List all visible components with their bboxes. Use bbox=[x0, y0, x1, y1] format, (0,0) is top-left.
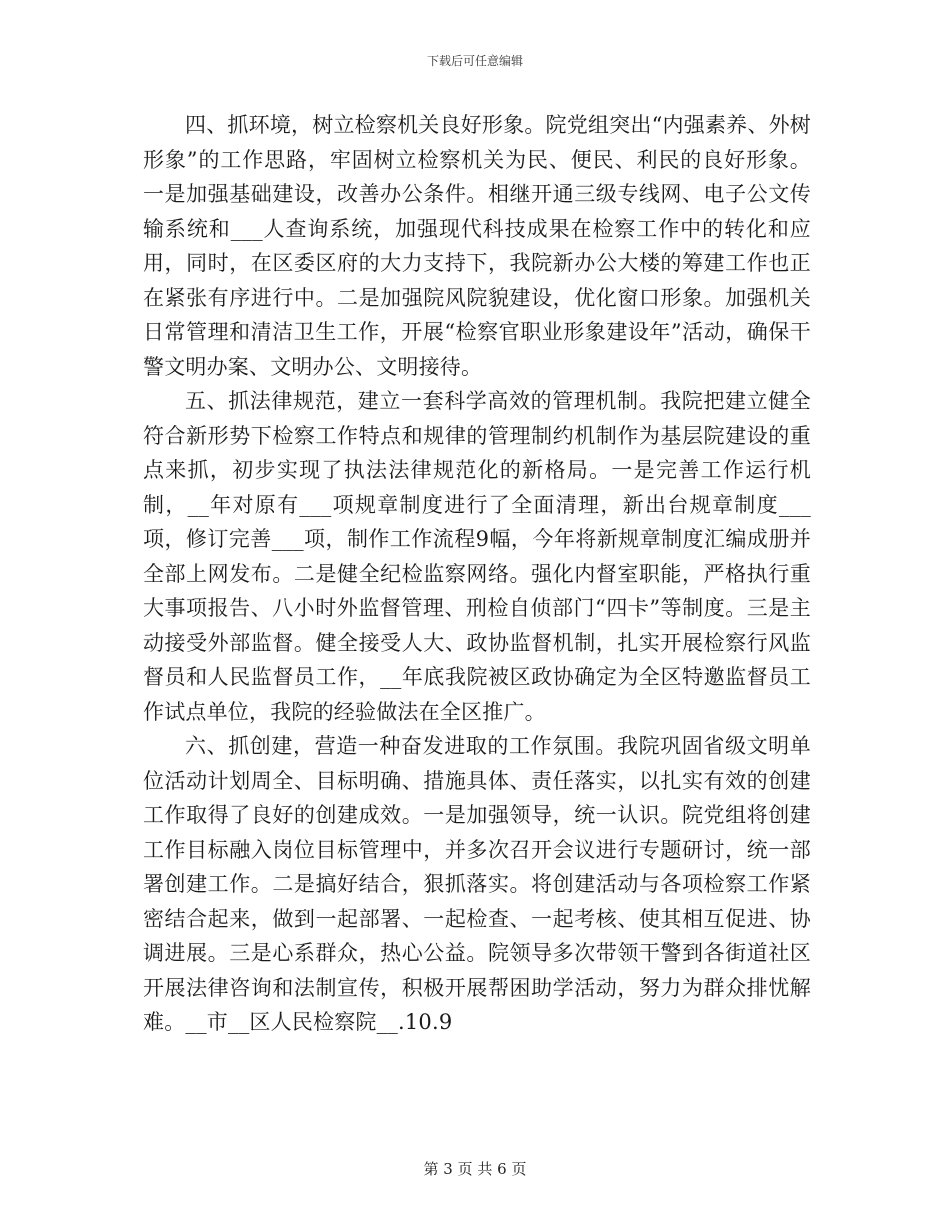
paragraph-creation: 六、抓创建，营造一种奋发进取的工作氛围。我院巩固省级文明单位活动计划周全、目标明确、措施具体、责任落实，以扎实有效的创建工作取得了良好的创建成效。一是加强领导，统一认识。院党组将创建工作目标融入岗位目标管理中，并多次召开会议进行专题研讨，统一部署创建工作。二是搞好结合，狠抓落实。将创建活动与各项检察工作紧密结合起来，做到一起部署、一起检查、一起考核、使其相互促进、协调进展。三是心系群众，热心公益。院领导多次带领干警到各街道社区开展法律咨询和法制宣传，积极开展帮困助学活动，努力为群众排忧解难。__市__区人民检察院__.10.9 bbox=[143, 734, 811, 1034]
paragraph-legal-norms: 五、抓法律规范，建立一套科学高效的管理机制。我院把建立健全符合新形势下检察工作特点和规律的管理制约机制作为基层院建设的重点来抓，初步实现了执法法律规范化的新格局。一是完善工作运行机制，__年对原有___项规章制度进行了全面清理，新出台规章制度___项，修订完善___项，制作工作流程9幅，今年将新规章制度汇编成册并全部上网发布。二是健全纪检监察网络。强化内督室职能，严格执行重大事项报告、八小时外监督管理、刑检自侦部门“四卡”等制度。三是主动接受外部监督。健全接受人大、政协监督机制，扎实开展检察行风监督员和人民监督员工作，__年底我院被区政协确定为全区特邀监督员工作试点单位，我院的经验做法在全区推广。 bbox=[143, 389, 811, 724]
page-footer: 第 3 页 共 6 页 bbox=[423, 1160, 527, 1178]
page-header: 下载后可任意编辑 bbox=[426, 54, 523, 68]
document-body bbox=[143, 108, 811, 1040]
paragraph-environment: 四、抓环境，树立检察机关良好形象。院党组突出“内强素养、外树形象”的工作思路，牢固树立检察机关为民、便民、利民的良好形象。一是加强基础建设，改善办公条件。相继开通三级专线网、电子公文传输系统和___人查询系统，加强现代科技成果在检察工作中的转化和应用，同时，在区委区府的大力支持下，我院新办公大楼的筹建工作也正在紧张有序进行中。二是加强院风院貌建设，优化窗口形象。加强机关日常管理和清洁卫生工作，开展“检察官职业形象建设年”活动，确保干警文明办案、文明办公、文明接待。 bbox=[143, 113, 811, 379]
